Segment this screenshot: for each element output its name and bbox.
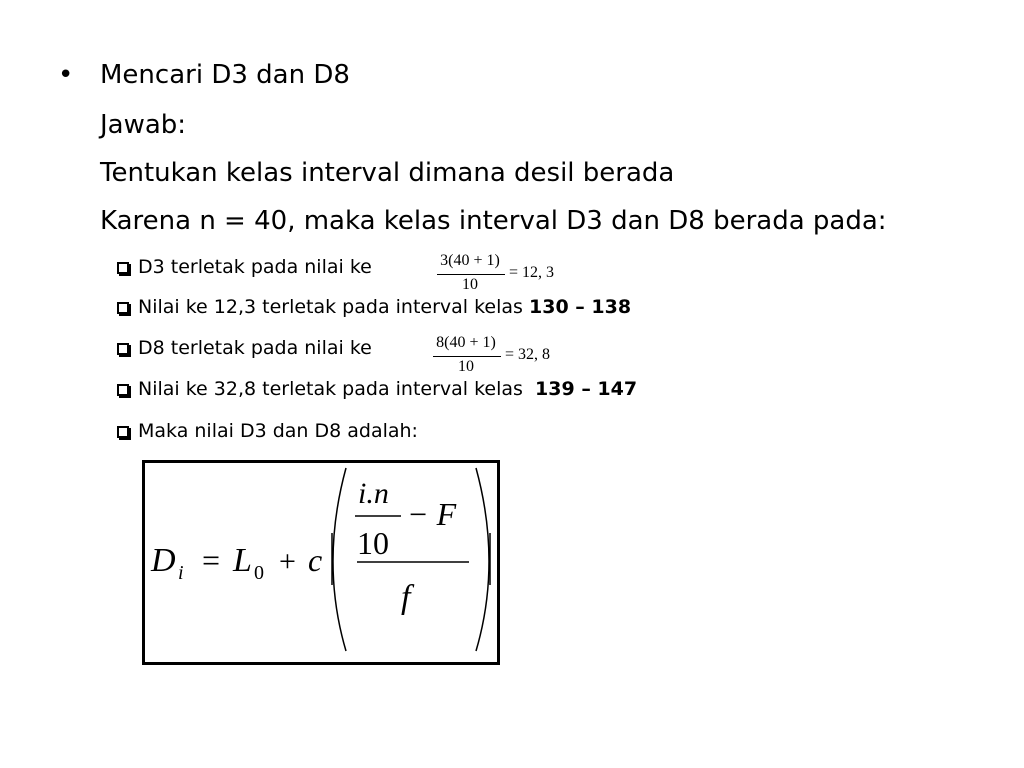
- sub-item-d3-interval: [117, 295, 631, 319]
- checkbox-bullet-icon: [117, 343, 129, 355]
- sub-item-text: D8 terletak pada nilai ke: [138, 337, 372, 359]
- sub-item-d8-position: [117, 336, 372, 360]
- sub-item-d8-interval: [117, 377, 637, 401]
- formula-d: D: [151, 542, 176, 579]
- checkbox-bullet-icon: [117, 426, 129, 438]
- formula-plus: +: [279, 545, 296, 578]
- decile-formula-box: [142, 460, 500, 665]
- formula-i-subscript: i: [178, 562, 184, 584]
- formula-l: L: [233, 542, 252, 579]
- checkbox-bullet-icon: [117, 262, 129, 274]
- main-heading: Mencari D3 dan D8: [100, 60, 350, 90]
- sub-item-text: Maka nilai D3 dan D8 adalah:: [138, 420, 418, 442]
- left-parenthesis: [333, 468, 346, 651]
- sub-item-d3-position: [117, 255, 372, 279]
- formula-equals: =: [202, 542, 221, 578]
- sub-item-conclusion: [117, 419, 418, 443]
- fraction-bar: [437, 274, 505, 275]
- formula-c: c: [308, 542, 323, 578]
- answer-label: Jawab:: [100, 110, 187, 140]
- formula-zero-subscript: 0: [254, 562, 264, 584]
- fraction-denominator: 10: [458, 358, 474, 375]
- instruction-line: Tentukan kelas interval dimana desil berada: [100, 158, 675, 188]
- checkbox-bullet-icon: [117, 384, 129, 396]
- formula-ten: 10: [357, 525, 389, 561]
- right-parenthesis: [476, 468, 489, 651]
- fraction-numerator: 3(40 + 1): [440, 252, 500, 269]
- sub-item-text: Nilai ke 12,3 terletak pada interval kelas 130 – 138: [138, 296, 632, 318]
- interval-d8: 139 – 147: [535, 378, 638, 400]
- fraction-numerator: 8(40 + 1): [436, 334, 496, 351]
- formula-minus-f: − F: [407, 496, 457, 532]
- formula-in: i.n: [358, 477, 389, 510]
- interval-d3: 130 – 138: [529, 296, 632, 318]
- bullet-dot: •: [58, 60, 74, 90]
- sub-item-text: Nilai ke 32,8 terletak pada interval kelas 139 – 147: [138, 378, 638, 400]
- decile-formula: [145, 463, 497, 662]
- fraction-d3: [434, 252, 574, 298]
- fraction-result: = 32, 8: [505, 346, 551, 363]
- sub-item-text: D3 terletak pada nilai ke: [138, 256, 372, 278]
- context-line: Karena n = 40, maka kelas interval D3 dan D8 berada pada:: [100, 206, 887, 236]
- checkbox-bullet-icon: [117, 302, 129, 314]
- fraction-bar: [433, 356, 501, 357]
- fraction-denominator: 10: [462, 276, 478, 293]
- formula-f: f: [401, 579, 411, 616]
- fraction-result: = 12, 3: [509, 264, 555, 281]
- fraction-d8: [430, 334, 570, 380]
